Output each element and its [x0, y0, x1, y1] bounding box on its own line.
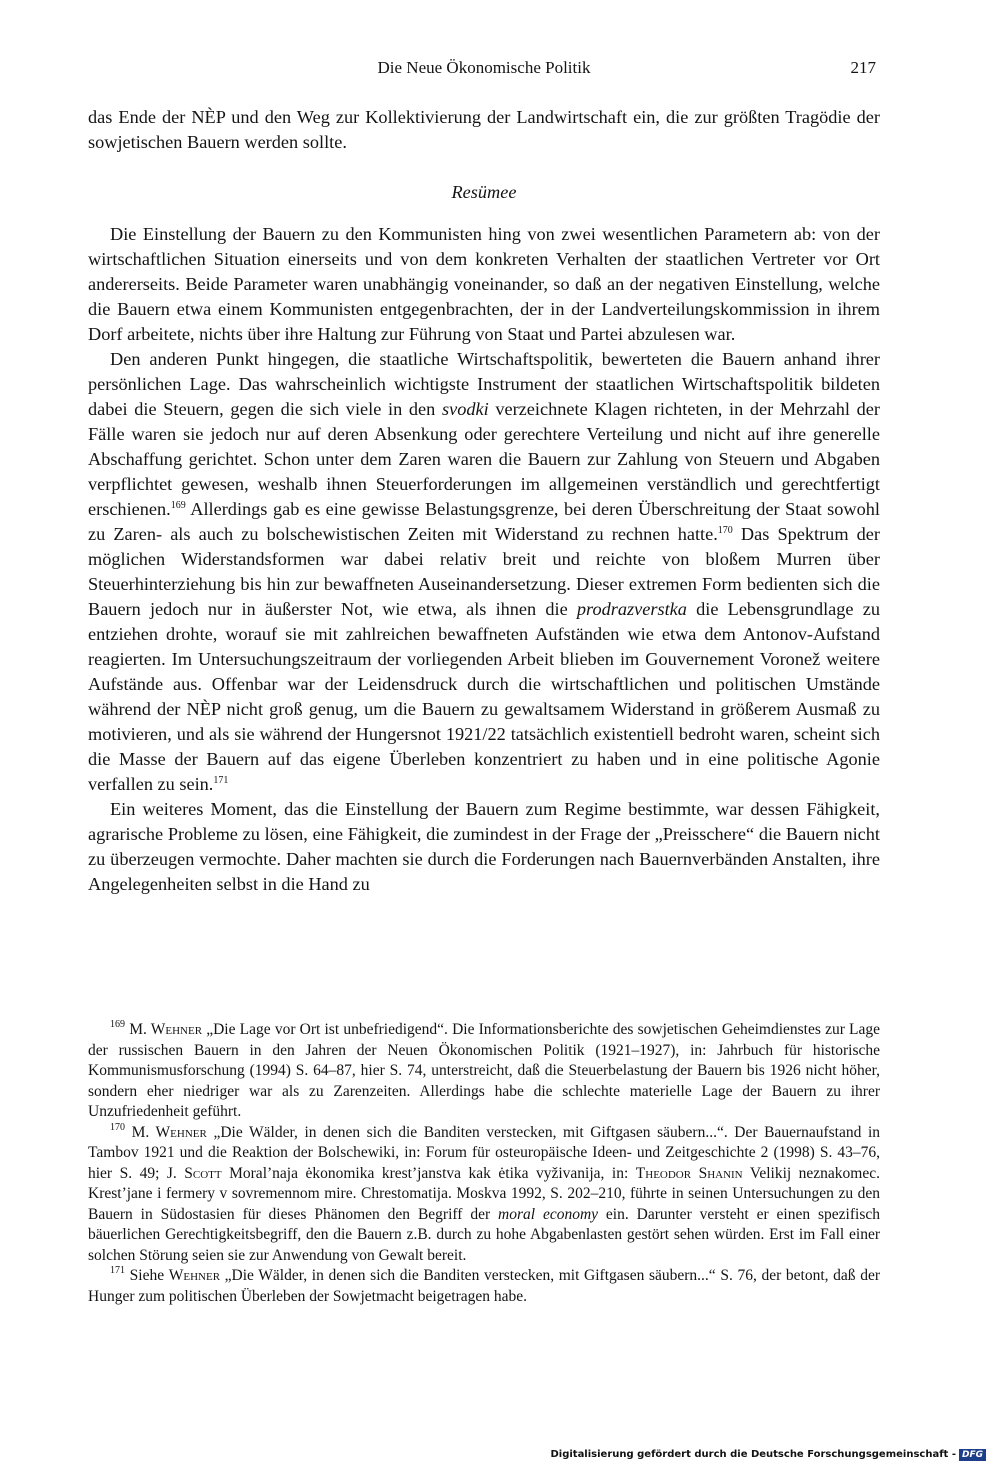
- paragraph-continuation: das Ende der NÈP und den Weg zur Kollektivierung der Landwirtschaft ein, die zur größten Tragödie der sowjetischen Bauern werden sollte.: [88, 107, 880, 152]
- paragraph: Die Einstellung der Bauern zu den Kommunisten hing von zwei wesentlichen Parametern ab: von der wirtschaftlichen Situation einerseits und von dem konkreten Verhalten der staatlichen Vertreter vor Ort andererseits. Beide Parameter waren unabhängig voneinander, so daß an der negativen Einstellung, welche die Bauern etwa einem Kommunisten entgegenbrachten, der in der Landverteilungskommission in ihrem Dorf arbeitete, nichts über ihre Haltung zur Führung von Staat und Partei abzulesen war.: [88, 224, 880, 344]
- section-heading: Resümee: [451, 182, 517, 202]
- body-text: [88, 105, 880, 897]
- dfg-logo: DFG: [959, 1449, 986, 1461]
- italic-term: prodrazverstka: [576, 599, 687, 619]
- footnote-text: ein. Darunter versteht er einen spezifisch bäuerlichen Gerechtigkeitsbegriff, den die Bauern z.B. durch zu hohe Abgabenlasten gestört sehen würden. Erst im Fall einer solchen Störung seien sie zur Anwendung von Gewalt bereit.: [88, 1205, 880, 1264]
- footnote-number: 169: [110, 1019, 125, 1030]
- italic-term: moral economy: [498, 1205, 599, 1223]
- text-run: die Lebensgrundlage zu entziehen drohte, worauf sie mit zahlreichen bewaffneten Aufständen wie etwa dem Antonov-Aufstand reagierten. Im Untersuchungszeitraum der vorliegenden Arbeit blieben im Gouvernement Voronež weitere Aufstände aus. Offenbar war der Leidensdruck durch die wirtschaftlichen und politischen Umstände während der NÈP nicht groß genug, um die Bauern zu gewaltsamem Widerstand in größerem Ausmaß zu motivieren, und als sie während der Hungersnot 1921/22 tatsächlich existentiell bedroht waren, scheint sich die Masse der Bauern auf das eigene Überleben konzentriert zu haben und in eine politische Agonie verfallen zu sein.: [88, 599, 880, 794]
- footnote-ref: 171: [213, 775, 229, 786]
- footnote-170: [88, 1123, 880, 1267]
- text-run: verzeichnete Klagen richteten, in der Mehrzahl der Fälle waren sie jedoch nur auf deren Absenkung oder gerechtere Verteilung und nicht auf ihre generelle Abschaffung gerichtet. Schon unter dem Zaren waren die Bauern zur Zahlung von Steuern und Abgaben verpflichtet gewesen, weshalb ihnen Steuerforderungen im allgemeinen verständlich und gerechtfertigt erschienen.: [88, 399, 880, 519]
- footnote-text: Moral’naja ėkonomika krest’janstva kak ėtika vyživanija, in:: [221, 1164, 636, 1182]
- footnote-text: „Die Wälder, in denen sich die Banditen verstecken, mit Giftgasen säubern...“ S. 76, der betont, daß der Hunger zum politischen Überleben der Sowjetmacht beigetragen habe.: [88, 1267, 880, 1305]
- text-run: Den anderen Punkt hingegen, die staatliche Wirtschaftspolitik, bewerteten die Bauern anhand ihrer persönlichen Lage. Das wahrscheinlich wichtigste Instrument der staatlichen Wirtschaftspolitik bildeten dabei die Steuern, gegen die sich viele in den: [88, 349, 880, 419]
- footnote-171: [88, 1266, 880, 1307]
- footnote-author: J. Scott: [166, 1164, 222, 1182]
- footnote-author: M. Wehner: [131, 1123, 207, 1141]
- footnote-text: Siehe: [125, 1267, 169, 1284]
- footnotes: [88, 1020, 880, 1307]
- footnote-text: „Die Lage vor Ort ist unbefriedigend“. Die Informationsberichte des sowjetischen Geheimdienstes zur Lage der russischen Bauern in den Jahren der Neuen Ökonomischen Politik (1921–1927), in: Jahrbuch für historische Kommunismusforschung (1994) S. 64–87, hier S. 74, unterstreicht, daß die Steuerbelastung der Bauern bis 1926 nicht höher, sondern eher niedriger war als zu Zarenzeiten. Allerdings habe die schlechte materielle Lage der Bauern zu ihrer Unzufriedenheit geführt.: [88, 1021, 881, 1120]
- credit-text: Digitalisierung gefördert durch die Deutsche Forschungsgemeinschaft -: [550, 1449, 956, 1460]
- page-number: 217: [850, 58, 876, 77]
- paragraph: [88, 347, 880, 797]
- footnote-ref: 170: [717, 525, 733, 536]
- paragraph: Ein weiteres Moment, das die Einstellung der Bauern zum Regime bestimmte, war dessen Fähigkeit, agrarische Probleme zu lösen, eine Fähigkeit, die zumindest in der Frage der „Preisschere“ die Bauern nicht zu überzeugen vermochte. Daher machten sie durch die Forderungen nach Bauernverbänden Anstalten, ihre Angelegenheiten selbst in die Hand zu: [88, 799, 880, 894]
- page-header: [88, 58, 880, 88]
- footnote-text: Velikij neznakomec. Krest’jane i fermery v sovremennom mire. Chrestomatija. Moskva 1992, S. 202–210, führte in seinen Untersuchungen zu den Bauern in Südostasien für dieses Phänomen den Begriff der: [88, 1164, 881, 1223]
- footnote-text: „Die Wälder, in denen sich die Banditen verstecken, mit Giftgasen säubern...“. Der Bauernaufstand in Tambov 1921 und die Reaktion der Bolschewiki, in: Forum für osteuropäische Ideen- und Zeitgeschichte 2 (1998) S. 43–76, hier S. 49;: [88, 1123, 881, 1182]
- text-run: Allerdings gab es eine gewisse Belastungsgrenze, bei deren Überschreitung der Staat sowohl zu Zaren- als auch zu bolschewistischen Zeiten mit Widerstand zu rechnen hatte.: [88, 499, 880, 544]
- running-title: Die Neue Ökonomische Politik: [377, 58, 591, 77]
- footnote-169: [88, 1020, 880, 1123]
- footnote-author: M. Wehner: [129, 1021, 203, 1038]
- footnote-number: 171: [110, 1265, 125, 1276]
- digitization-credit: [550, 1449, 986, 1461]
- text-run: Das Spektrum der möglichen Widerstandsformen war dabei relativ breit und reichte von bloßem Murren über Steuerhinterziehung bis hin zur bewaffneten Auseinandersetzung. Dieser extremen Form bedienten sich die Bauern jedoch nur in äußerster Not, wie etwa, als ihnen die: [88, 524, 881, 619]
- footnote-author: Wehner: [168, 1267, 221, 1284]
- italic-term: svodki: [441, 399, 489, 419]
- footnote-ref: 169: [170, 500, 186, 511]
- footnote-number: 170: [110, 1121, 125, 1133]
- footnote-author: Theodor Shanin: [635, 1164, 743, 1182]
